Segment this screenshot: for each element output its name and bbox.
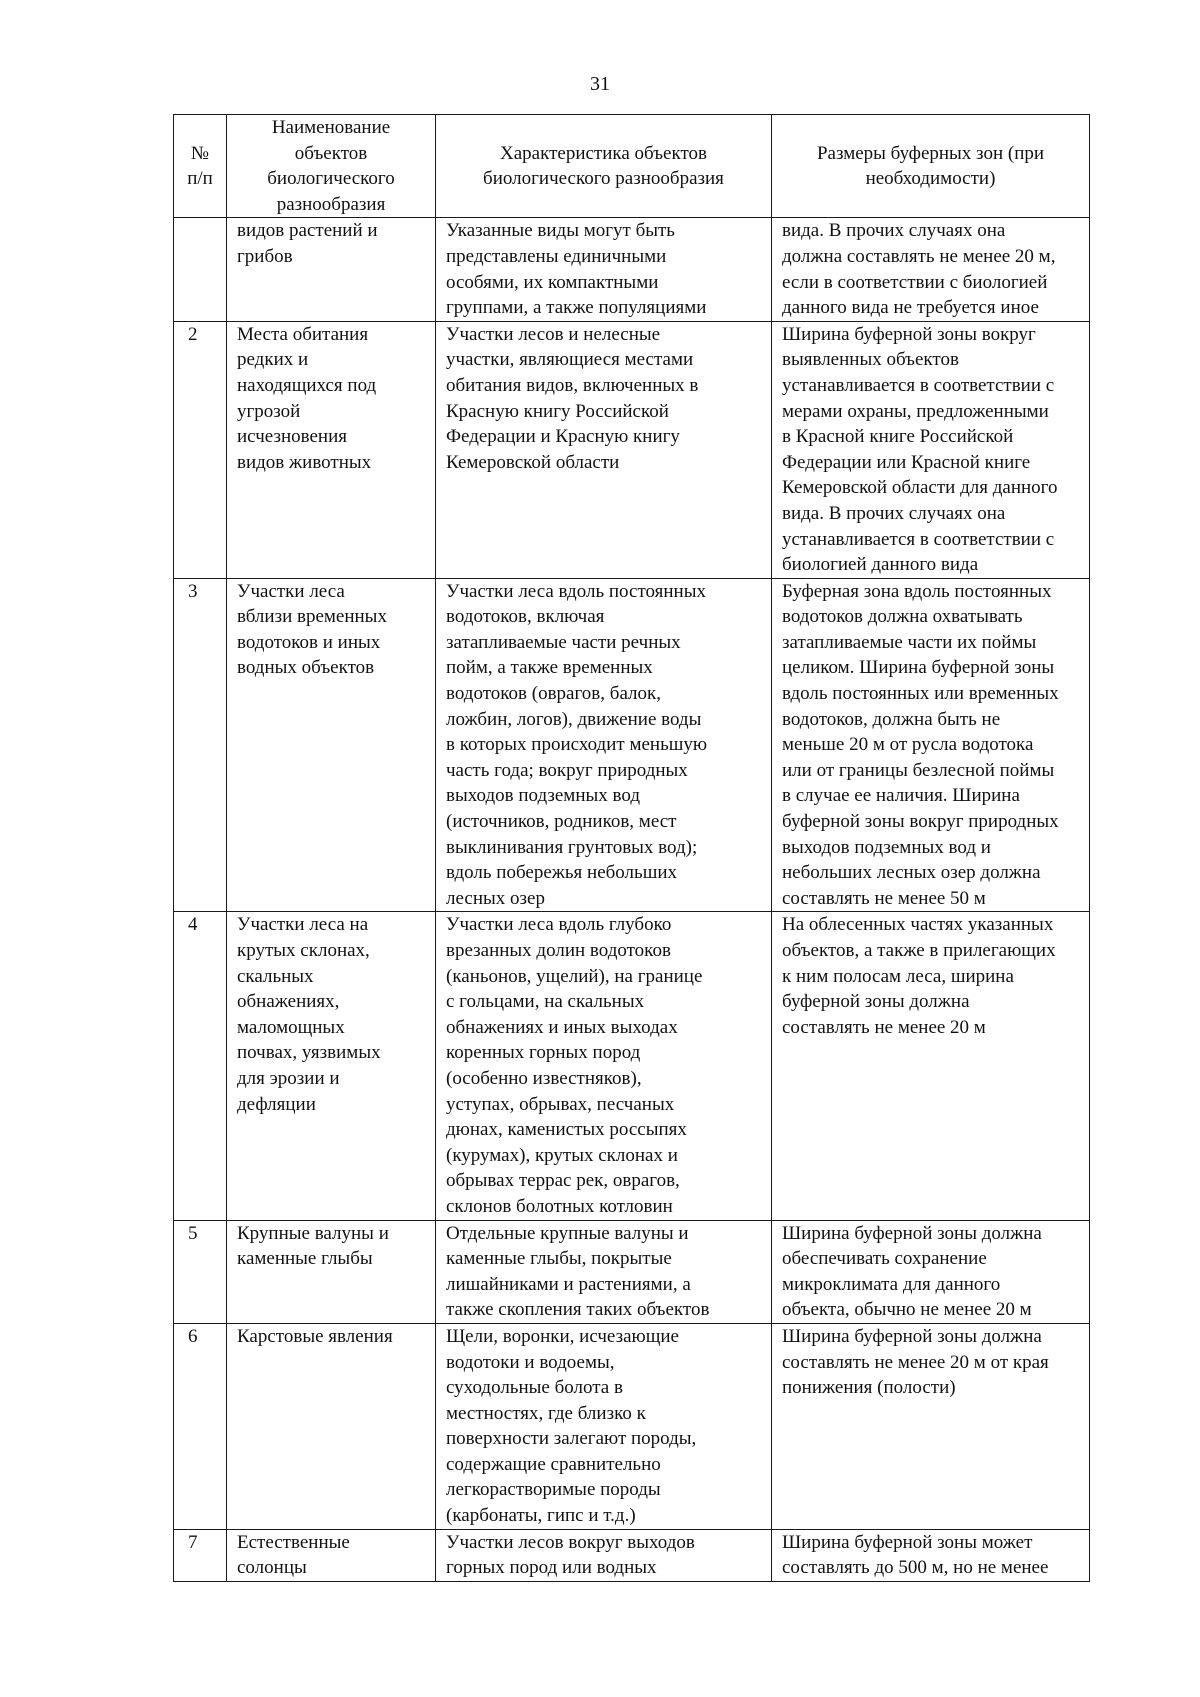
cell-line: составлять не менее 50 м (782, 887, 986, 909)
characteristic-cell (436, 912, 772, 1220)
cell-line: часть года; вокруг природных (446, 759, 688, 781)
cell-line: разнообразия (276, 193, 386, 215)
cell-line: понижения (полости) (782, 1377, 956, 1399)
cell-line: поверхности залегают породы, (446, 1428, 697, 1450)
row-number: 3 (174, 578, 227, 912)
cell-line: врезанных долин водотоков (446, 940, 671, 961)
cell-line: легкорастворимые породы (446, 1479, 661, 1501)
cell-line: (особенно известняков), (446, 1067, 642, 1089)
cell-line: составлять не менее 20 м (782, 1016, 986, 1038)
characteristic-cell (436, 1220, 772, 1323)
cell-line: содержащие сравнительно (446, 1453, 661, 1475)
cell-line: данного вида не требуется иное (782, 297, 1039, 319)
buffer-zone-cell (772, 218, 1090, 321)
table-row (174, 1323, 1090, 1529)
cell-line: Ширина буферной зоны вокруг (782, 323, 1036, 345)
cell-line: водотоки и водоемы, (446, 1351, 615, 1373)
cell-line: Карстовые явления (237, 1325, 393, 1347)
cell-line: водотоков (оврагов, балок, (446, 683, 662, 705)
cell-line: или от границы безлесной поймы (782, 759, 1055, 781)
cell-line: Участки лесов вокруг выходов (446, 1531, 695, 1553)
cell-line: На облесенных частях указанных (782, 914, 1054, 936)
cell-line: обеспечивать сохранение (782, 1248, 987, 1270)
cell-line: Наименование (271, 117, 391, 138)
cell-line: биологией данного вида (782, 554, 979, 576)
cell-line: Участки леса на (237, 914, 369, 936)
cell-line: буферной зоны должна (782, 991, 970, 1013)
cell-line: обнажениях, (237, 991, 340, 1013)
table-row (174, 578, 1090, 912)
cell-line: обнажениях и иных выходах (446, 1016, 678, 1038)
cell-line: для эрозии и (237, 1067, 340, 1089)
cell-line: биологического (267, 168, 395, 190)
cell-line: дефляции (237, 1093, 316, 1115)
table-body (174, 218, 1090, 1581)
cell-line: вида. В прочих случаях она (782, 220, 1006, 242)
cell-line: водотоков должна охватывать (782, 606, 1023, 628)
cell-line: в которых происходит меньшую (446, 734, 708, 756)
cell-line: особями, их компактными (446, 271, 659, 293)
cell-line: с гольцами, на скальных (446, 991, 645, 1013)
cell-line: лишайниками и растениями, а (446, 1273, 691, 1295)
cell-line: находящихся под (237, 374, 377, 396)
cell-line: небольших лесных озер должна (782, 862, 1041, 884)
table-header-row (174, 115, 1090, 218)
cell-line: (курумах), крутых склонах и (446, 1144, 678, 1166)
cell-line: выходов подземных вод и (782, 836, 991, 858)
cell-line: меньше 20 м от русла водотока (782, 734, 1034, 756)
table-row (174, 1529, 1090, 1581)
cell-line: мерами охраны, предложенными (782, 400, 1049, 422)
buffer-zone-cell (772, 912, 1090, 1220)
table-row (174, 912, 1090, 1220)
cell-line: объекта, обычно не менее 20 м (782, 1299, 1032, 1321)
cell-line: в Красной книге Российской (782, 426, 1014, 448)
cell-line: уступах, обрывах, песчаных (446, 1093, 675, 1115)
cell-line: составлять не менее 20 м от края (782, 1351, 1049, 1373)
cell-line: микроклимата для данного (782, 1273, 1001, 1295)
cell-line: должна составлять не менее 20 м, (782, 245, 1056, 267)
cell-line: устанавливается в соответствии с (782, 528, 1055, 550)
cell-line: коренных горных пород (446, 1042, 641, 1064)
cell-line: угрозой (237, 400, 301, 422)
cell-line: в случае ее наличия. Ширина (782, 785, 1020, 807)
cell-line: водотоков, должна быть не (782, 708, 1001, 730)
cell-line: затапливаемые части их поймы (782, 631, 1037, 653)
cell-line: выявленных объектов (782, 349, 959, 371)
table-row (174, 218, 1090, 321)
buffer-zone-cell (772, 1220, 1090, 1323)
cell-line: вблизи временных (237, 606, 387, 628)
cell-line: грибов (237, 245, 293, 267)
row-number: 7 (174, 1529, 227, 1581)
cell-line: солонцы (237, 1557, 307, 1579)
characteristic-cell (436, 218, 772, 321)
table-row (174, 321, 1090, 578)
cell-line: объектов (294, 142, 368, 164)
table-row (174, 1220, 1090, 1323)
cell-line: водных объектов (237, 657, 375, 679)
cell-line: вида. В прочих случаях она (782, 502, 1006, 524)
object-name-cell (227, 321, 436, 578)
buffer-zone-cell (772, 578, 1090, 912)
cell-line: Федерации или Красной книге (782, 451, 1031, 473)
cell-line: ложбин, логов), движение воды (446, 708, 702, 730)
cell-line: Характеристика объектов (500, 142, 707, 164)
cell-line: Отдельные крупные валуны и (446, 1222, 689, 1244)
object-name-cell (227, 1529, 436, 1581)
cell-line: необходимости) (865, 168, 996, 190)
cell-line: обитания видов, включенных в (446, 374, 699, 396)
cell-line: представлены единичными (446, 245, 667, 267)
cell-line: каменные глыбы, покрытые (446, 1248, 672, 1270)
cell-line: Ширина буферной зоны должна (782, 1325, 1042, 1347)
row-number: 5 (174, 1220, 227, 1323)
header-name (227, 115, 436, 218)
cell-line: Указанные виды могут быть (446, 220, 675, 242)
cell-line: объектов, а также в прилегающих (782, 940, 1056, 961)
cell-line: выклинивания грунтовых вод); (446, 836, 698, 858)
biodiversity-table (173, 114, 1090, 1582)
cell-line: Участки леса вдоль глубоко (446, 914, 672, 936)
characteristic-cell (436, 578, 772, 912)
object-name-cell (227, 1323, 436, 1529)
cell-line: лесных озер (446, 887, 545, 909)
characteristic-cell (436, 1323, 772, 1529)
cell-line: вдоль побережья небольших (446, 862, 678, 884)
cell-line: редких и (237, 349, 309, 371)
page-number: 31 (590, 73, 610, 95)
cell-line: Естественные (237, 1531, 350, 1553)
cell-line: Участки лесов и нелесные (446, 323, 661, 345)
characteristic-cell (436, 321, 772, 578)
object-name-cell (227, 578, 436, 912)
buffer-zone-cell (772, 1529, 1090, 1581)
cell-line: Ширина буферной зоны может (782, 1531, 1033, 1553)
cell-line: исчезновения (237, 426, 347, 448)
cell-line: если в соответствии с биологией (782, 271, 1048, 293)
object-name-cell (227, 218, 436, 321)
cell-line: (карбонаты, гипс и т.д.) (446, 1505, 636, 1527)
cell-line: склонов болотных котловин (446, 1195, 673, 1217)
cell-line: составлять до 500 м, но не менее (782, 1557, 1049, 1579)
cell-line: горных пород или водных (446, 1557, 657, 1579)
row-number: 2 (174, 321, 227, 578)
cell-line: Размеры буферных зон (при (816, 142, 1045, 164)
row-number (174, 218, 227, 321)
buffer-zone-cell (772, 321, 1090, 578)
cell-line: выходов подземных вод (446, 785, 640, 807)
cell-line: Кемеровской области для данного (782, 477, 1058, 499)
cell-line: Буферная зона вдоль постоянных (782, 580, 1052, 602)
cell-line: Места обитания (237, 323, 369, 345)
cell-line: № (190, 142, 210, 164)
cell-line: Ширина буферной зоны должна (782, 1222, 1042, 1244)
cell-line: водотоков и иных (237, 631, 381, 653)
object-name-cell (227, 912, 436, 1220)
cell-line: устанавливается в соответствии с (782, 374, 1055, 396)
cell-line: участки, являющиеся местами (446, 349, 694, 371)
cell-line: к ним полосам леса, ширина (782, 965, 1014, 987)
cell-line: буферной зоны вокруг природных (782, 811, 1059, 833)
cell-line: Красную книгу Российской (446, 400, 669, 422)
cell-line: (источников, родников, мест (446, 811, 677, 833)
cell-line: видов растений и (237, 220, 378, 242)
cell-line: биологического разнообразия (483, 168, 724, 190)
object-name-cell (227, 1220, 436, 1323)
cell-line: Участки леса (237, 580, 345, 602)
row-number: 4 (174, 912, 227, 1220)
cell-line: Кемеровской области (446, 451, 620, 473)
cell-line: скальных (237, 965, 314, 987)
cell-line: местностях, где близко к (446, 1402, 646, 1424)
cell-line: Крупные валуны и (237, 1222, 389, 1244)
cell-line: дюнах, каменистых россыпях (446, 1119, 687, 1141)
header-num (174, 115, 227, 218)
cell-line: группами, а также популяциями (446, 297, 707, 319)
row-number: 6 (174, 1323, 227, 1529)
cell-line: суходольные болота в (446, 1377, 623, 1399)
buffer-zone-cell (772, 1323, 1090, 1529)
cell-line: п/п (187, 168, 213, 190)
cell-line: вдоль постоянных или временных (782, 683, 1059, 705)
cell-line: крутых склонах, (237, 940, 370, 961)
cell-line: затапливаемые части речных (446, 631, 681, 653)
cell-line: обрывах террас рек, оврагов, (446, 1170, 680, 1192)
cell-line: также скопления таких объектов (446, 1299, 710, 1321)
cell-line: маломощных (237, 1016, 345, 1038)
cell-line: Участки леса вдоль постоянных (446, 580, 706, 602)
cell-line: видов животных (237, 451, 372, 473)
cell-line: Федерации и Красную книгу (446, 426, 680, 448)
cell-line: водотоков, включая (446, 606, 605, 628)
characteristic-cell (436, 1529, 772, 1581)
header-characteristic (436, 115, 772, 218)
cell-line: каменные глыбы (237, 1248, 373, 1270)
cell-line: (каньонов, ущелий), на границе (446, 965, 703, 987)
cell-line: пойм, а также временных (446, 657, 653, 679)
cell-line: целиком. Ширина буферной зоны (782, 657, 1055, 679)
cell-line: Щели, воронки, исчезающие (446, 1325, 679, 1347)
cell-line: почвах, уязвимых (237, 1042, 381, 1064)
header-buffer (772, 115, 1090, 218)
